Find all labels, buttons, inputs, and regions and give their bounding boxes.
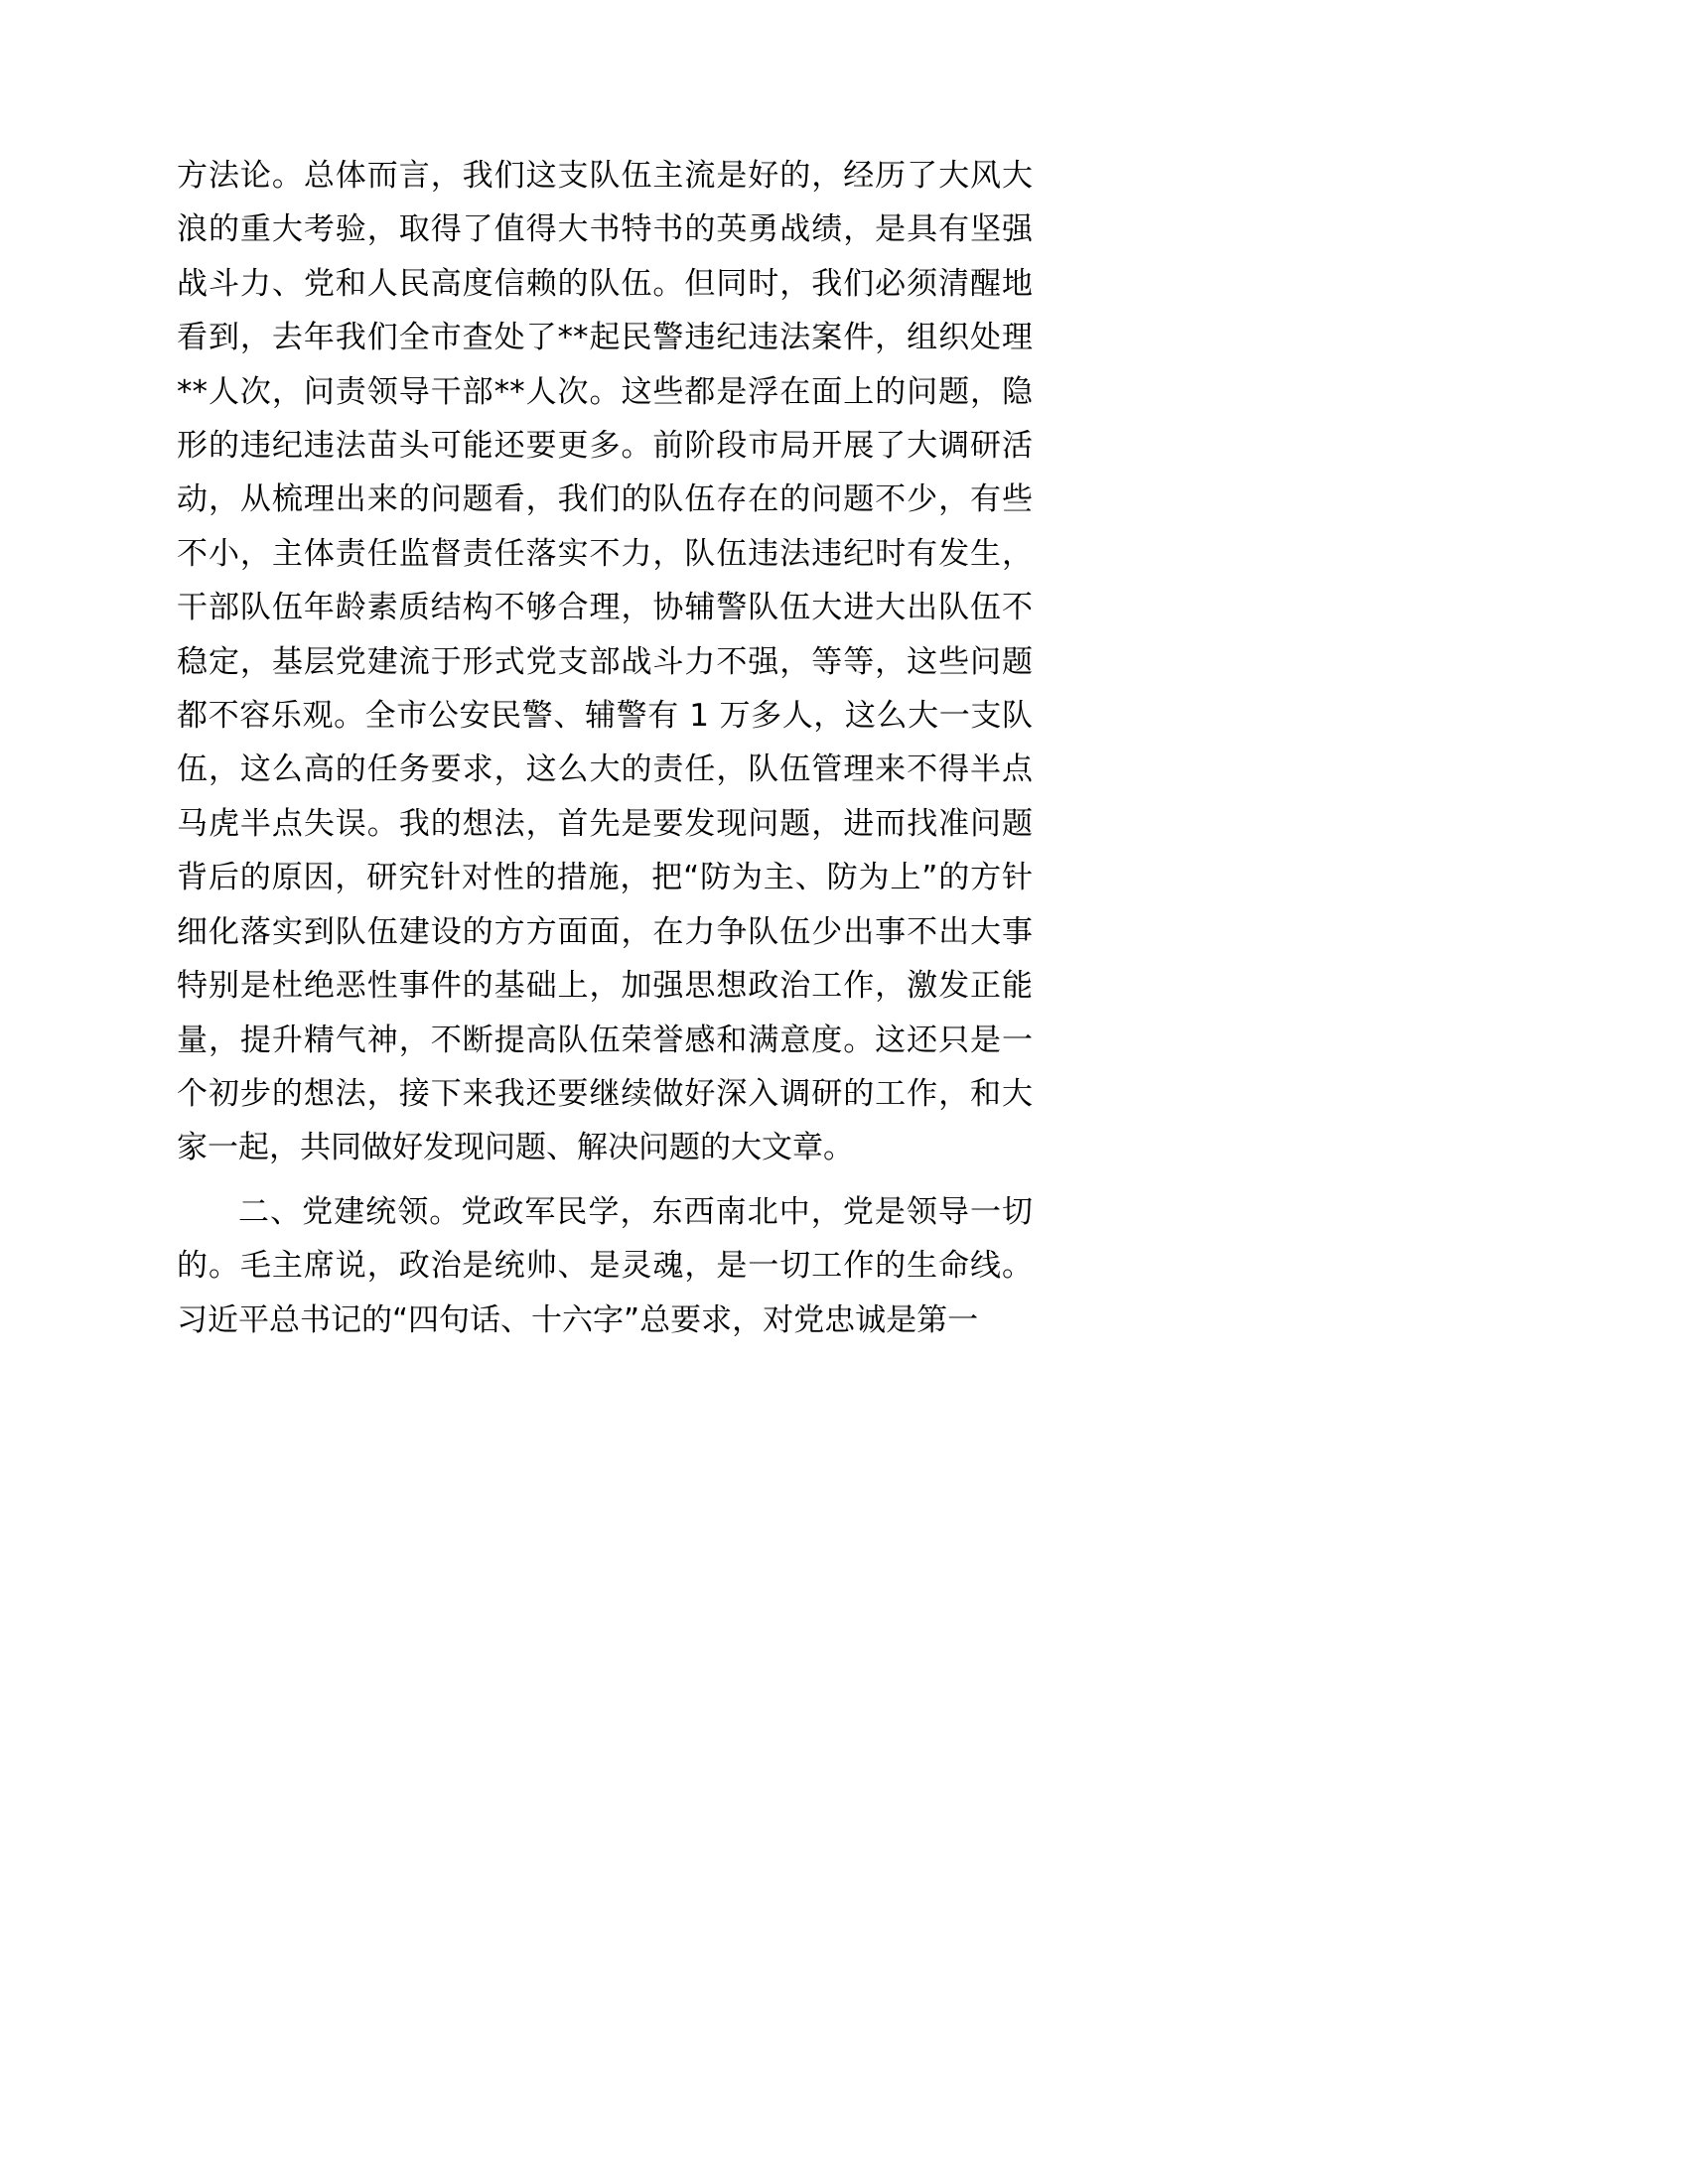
body-text bbox=[177, 149, 1033, 1347]
paragraph-team-building: 方法论。总体而言，我们这支队伍主流是好的，经历了大风大浪的重大考验，取得了值得大书特书的英勇战绩，是具有坚强战斗力、党和人民高度信赖的队伍。但同时，我们必须清醒地看到，去年我们全市查处了**起民警违纪违法案件，组织处理**人次，问责领导干部**人次。这些都是浮在面上的问题，隐形的违纪违法苗头可能还要更多。前阶段市局开展了大调研活动，从梳理出来的问题看，我们的队伍存在的问题不少，有些不小，主体责任监督责任落实不力，队伍违法违纪时有发生，干部队伍年龄素质结构不够合理，协辅警队伍大进大出队伍不稳定，基层党建流于形式党支部战斗力不强，等等，这些问题都不容乐观。全市公安民警、辅警有 1 万多人，这么大一支队伍，这么高的任务要求，这么大的责任，队伍管理来不得半点马虎半点失误。我的想法，首先是要发现问题，进而找准问题背后的原因，研究针对性的措施，把“防为主、防为上”的方针细化落实到队伍建设的方方面面，在力争队伍少出事不出大事特别是杜绝恶性事件的基础上，加强思想政治工作，激发正能量，提升精气神，不断提高队伍荣誉感和满意度。这还只是一个初步的想法，接下来我还要继续做好深入调研的工作，和大家一起，共同做好发现问题、解决问题的大文章。 bbox=[177, 158, 1033, 1166]
paragraph-party-leadership: 二、党建统领。党政军民学，东西南北中，党是领导一切的。毛主席说，政治是统帅、是灵魂，是一切工作的生命线。习近平总书记的“四句话、十六字”总要求，对党忠诚是第一 bbox=[177, 1193, 1033, 1338]
